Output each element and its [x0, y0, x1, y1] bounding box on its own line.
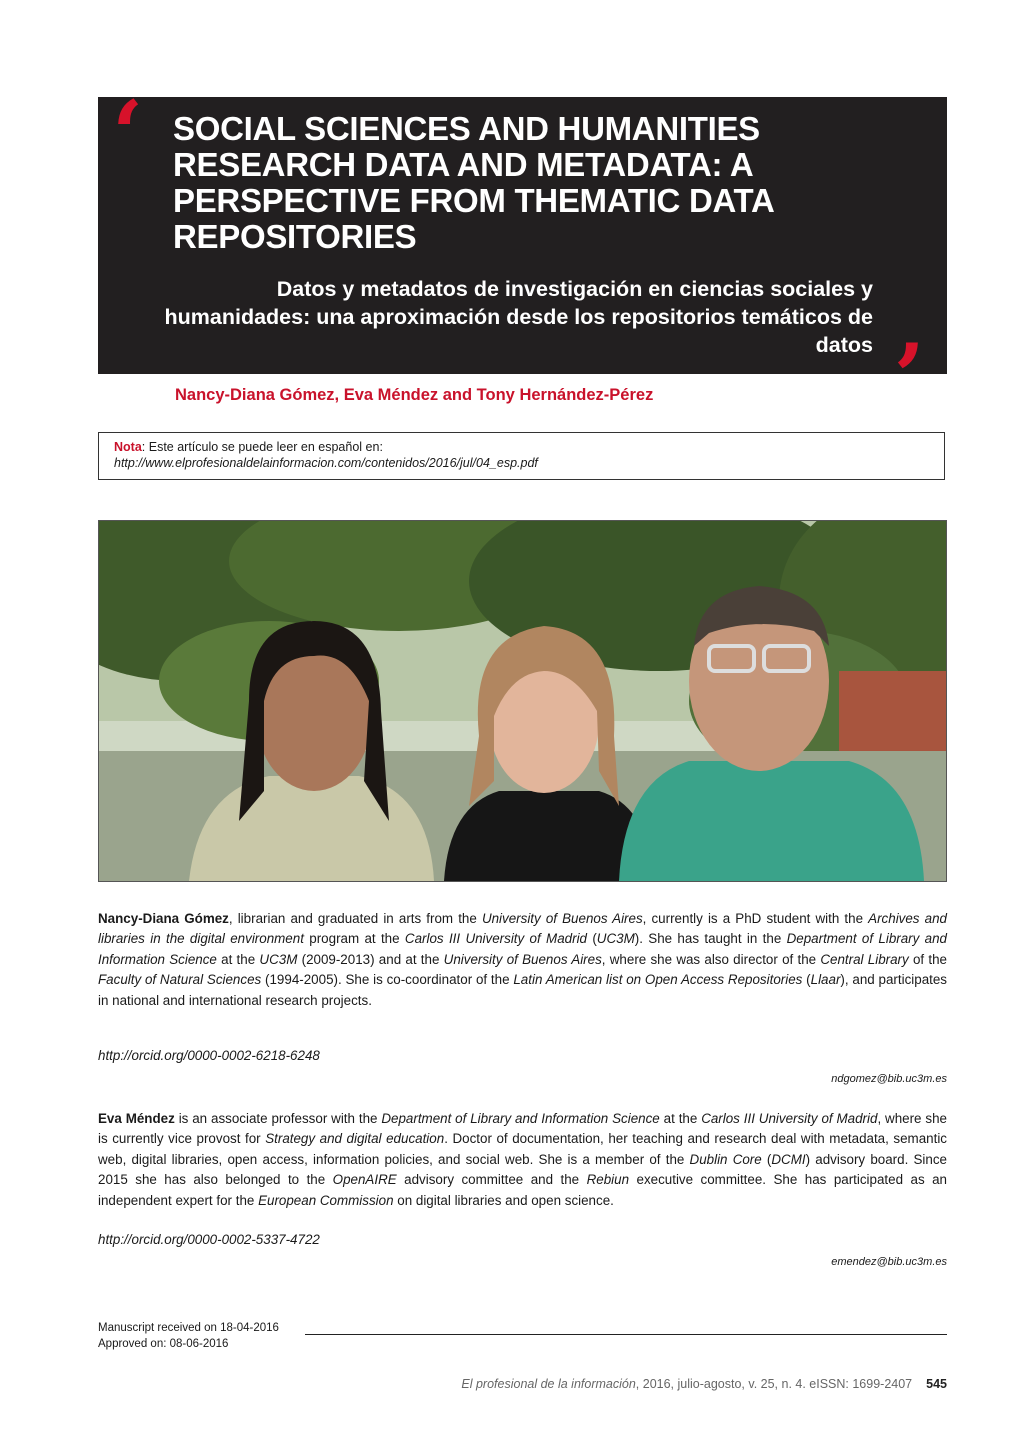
note-text: : Este artículo se puede leer en español en: [141, 440, 383, 454]
article-subtitle: Datos y metadatos de investigación en ciencias sociales y humanidades: una aproximación desde los repositorios temáticos de datos [164, 277, 873, 357]
note-label: Nota [114, 440, 142, 454]
divider [305, 1334, 947, 1335]
note-box [98, 432, 945, 480]
note-link[interactable]: http://www.elprofesionaldelainformacion.com/contenidos/2016/jul/04_esp.pdf [114, 456, 538, 470]
bio-gomez: Nancy-Diana Gómez, librarian and graduated in arts from the University of Buenos Aires, currently is a PhD student with the Archives and libraries in the digital environment program at the Carlos III University of Madrid (UC3M). She has taught in the Department of Library and Information Science at the UC3M (2009-2013) and at the University of Buenos Aires, where she was also director of the Central Library of the Faculty of Natural Sciences (1994-2005). She is co-coordinator of the Latin American list on Open Access Repositories (Llaar), and participates in national and international research projects. [98, 911, 948, 1008]
open-quote-icon: ‘ [112, 81, 144, 187]
article-title: SOCIAL SCIENCES AND HUMANITIES RESEARCH DATA AND METADATA: A PERSPECTIVE FROM THEMATIC DATA REPOSITORIES [173, 110, 774, 255]
authors-photo-illustration [99, 521, 946, 881]
manuscript-approved: Approved on: 08-06-2016 [98, 1338, 229, 1350]
page-footer [461, 1377, 947, 1391]
author-list: Nancy-Diana Gómez, Eva Méndez and Tony Hernández-Pérez [175, 386, 654, 404]
journal-info: , 2016, julio-agosto, v. 25, n. 4. eISSN: 1699-2407 [635, 1377, 913, 1391]
manuscript-dates [98, 1320, 279, 1352]
authors-photo [98, 520, 947, 882]
manuscript-received: Manuscript received on 18-04-2016 [98, 1322, 279, 1334]
orcid-link-gomez[interactable]: http://orcid.org/0000-0002-6218-6248 [98, 1048, 320, 1063]
email-mendez[interactable]: emendez@bib.uc3m.es [831, 1256, 947, 1268]
page-number: 545 [926, 1377, 947, 1391]
orcid-link-mendez[interactable]: http://orcid.org/0000-0002-5337-4722 [98, 1232, 320, 1247]
email-gomez[interactable]: ndgomez@bib.uc3m.es [831, 1073, 947, 1085]
bio-mendez: Eva Méndez is an associate professor with the Department of Library and Information Science at the Carlos III University of Madrid, where she is currently vice provost for Strategy and digital education. Doctor of documentation, her teaching and research deal with metadata, semantic web, digital libraries, open access, information policies, and social web. She is a member of the Dublin Core (DCMI) advisory board. Since 2015 she has also belonged to the OpenAIRE advisory committee and the Rebiun executive committee. She has participated as an independent expert for the European Commission on digital libraries and open science. [98, 1111, 948, 1208]
journal-name: El profesional de la información [461, 1377, 636, 1391]
close-quote-icon: ’ [893, 324, 925, 430]
